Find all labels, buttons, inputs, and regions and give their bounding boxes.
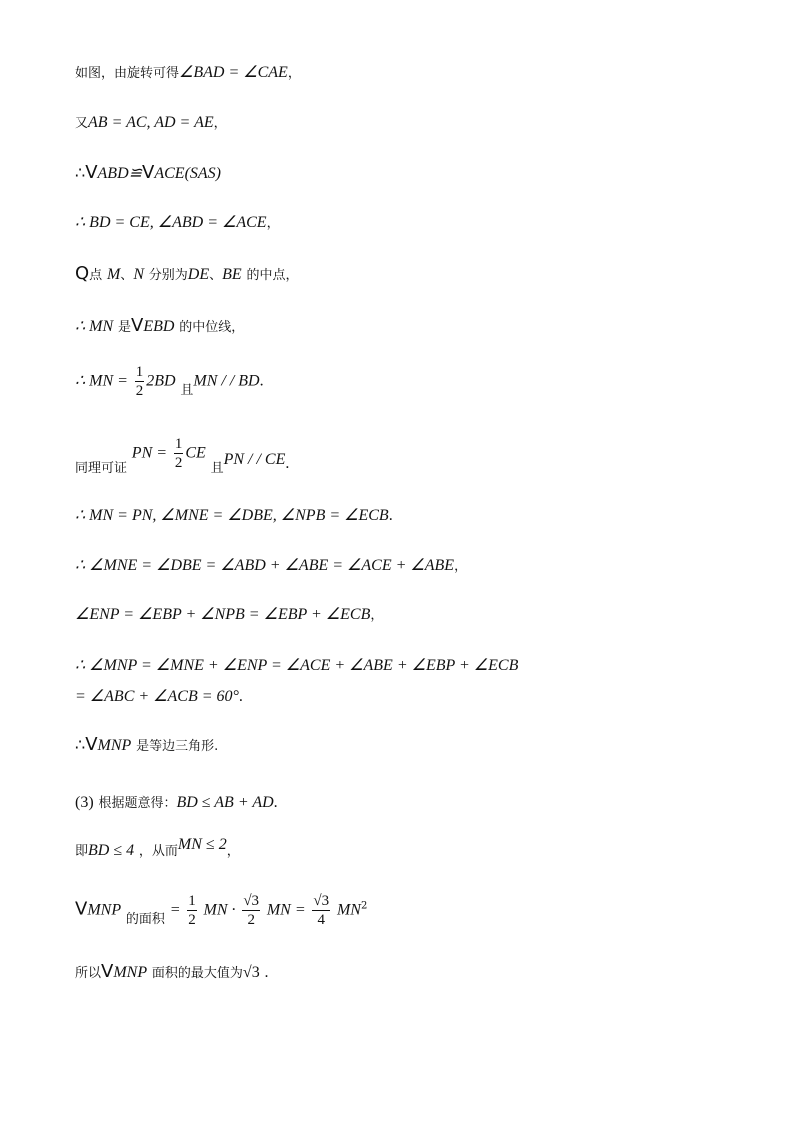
math: CE xyxy=(185,444,206,462)
numerator: 1 xyxy=(174,436,183,452)
line-15 xyxy=(75,792,278,814)
math: PN = xyxy=(131,444,168,462)
math: ∴ xyxy=(75,737,86,754)
text: 且 xyxy=(180,382,194,398)
line-7 xyxy=(75,363,264,400)
math: = ∠ABC + ∠ACB = 60° xyxy=(75,688,239,705)
text: 同理可证 xyxy=(75,460,128,476)
text: 、 xyxy=(209,268,223,283)
text: 的面积 xyxy=(125,911,165,927)
triangle-symbol: V xyxy=(75,898,88,920)
math: MN / / BD xyxy=(193,372,260,390)
text: 即 xyxy=(75,844,89,859)
text: ， xyxy=(266,216,280,231)
line-3 xyxy=(75,163,221,184)
math: BE xyxy=(222,266,242,283)
denominator: 2 xyxy=(174,455,183,471)
math: ABD≌ xyxy=(97,165,143,182)
line-14 xyxy=(75,735,218,757)
denominator: 2 xyxy=(188,912,196,928)
denominator: 2 xyxy=(135,383,144,399)
line-10 xyxy=(75,555,467,577)
text: 、 xyxy=(120,268,134,283)
line-11 xyxy=(75,604,383,626)
math: = xyxy=(169,901,181,919)
math: MNP xyxy=(97,737,132,754)
text: ，从而 xyxy=(138,844,178,859)
text: . xyxy=(238,688,243,705)
text: 是等边三角形. xyxy=(136,739,219,754)
math: ∴ MN xyxy=(75,318,114,335)
line-4 xyxy=(75,212,280,234)
text: 根据题意得： xyxy=(98,796,177,811)
numerator: 1 xyxy=(135,364,144,380)
line-16 xyxy=(75,836,240,862)
fraction xyxy=(312,892,330,929)
triangle-symbol: V xyxy=(85,734,98,755)
math: ∴ MN = PN, ∠MNE = ∠DBE, ∠NPB = ∠ECB xyxy=(75,507,389,524)
denominator: 4 xyxy=(317,912,326,928)
math: BD ≤ 4 xyxy=(88,842,135,859)
math: √3 xyxy=(242,964,260,981)
line-5 xyxy=(75,264,298,286)
text: 如图，由旋转可得 xyxy=(75,66,180,81)
text: . xyxy=(388,507,393,524)
triangle-symbol: V xyxy=(130,315,144,336)
math: PN / / CE xyxy=(223,450,286,468)
math: ∠ENP = ∠EBP + ∠NPB = ∠EBP + ∠ECB xyxy=(75,606,371,623)
text: 的中位线， xyxy=(179,320,245,335)
math: M xyxy=(106,266,121,283)
math: MN = xyxy=(266,901,306,919)
triangle-symbol: V xyxy=(101,961,114,982)
fraction xyxy=(174,435,184,472)
text: ， xyxy=(213,116,227,131)
math: ∴ ∠MNE = ∠DBE = ∠ABD + ∠ABE = ∠ACE + ∠ABE xyxy=(75,557,455,574)
math: MNP xyxy=(87,901,122,919)
denominator: 2 xyxy=(247,912,255,928)
line-17 xyxy=(75,892,367,929)
line-9 xyxy=(75,505,393,526)
text: 点 xyxy=(89,268,103,283)
text: 所以 xyxy=(75,966,102,981)
math: ∴ BD = CE, ∠ABD = ∠ACE xyxy=(75,214,267,231)
math: (3) xyxy=(75,794,94,811)
math: ∴ xyxy=(75,165,86,182)
line-18 xyxy=(75,962,268,984)
text: . xyxy=(285,454,290,472)
numerator: √3 xyxy=(243,893,260,909)
text: ， xyxy=(287,66,301,81)
math: N xyxy=(133,266,144,283)
math: MN xyxy=(336,901,361,919)
numerator: 1 xyxy=(188,893,196,909)
line-1 xyxy=(75,62,301,84)
line-12 xyxy=(75,655,518,676)
text: ， xyxy=(226,844,240,859)
math: 2BD xyxy=(146,372,176,390)
fraction xyxy=(242,892,260,929)
line-13 xyxy=(75,686,243,707)
math: AB = AC, AD = AE xyxy=(88,114,214,131)
line-6 xyxy=(75,316,244,338)
fraction xyxy=(187,892,197,929)
line-2 xyxy=(75,112,227,134)
math: (SAS) xyxy=(184,165,222,182)
text: . xyxy=(259,372,264,390)
text: ， xyxy=(370,608,384,623)
math: ∠BAD = ∠CAE xyxy=(179,64,288,81)
text: 是 xyxy=(117,320,131,335)
text: 分别为 xyxy=(148,268,188,283)
math: MN · xyxy=(203,901,236,919)
math: MN ≤ 2 xyxy=(177,836,227,853)
text: 面积的最大值为 xyxy=(151,966,243,981)
math: BD ≤ AB + AD xyxy=(176,794,274,811)
math: ∴ MN = xyxy=(75,372,128,390)
text: ， xyxy=(454,559,468,574)
because-symbol: Q xyxy=(75,263,90,284)
text: 且 xyxy=(210,460,224,476)
line-8 xyxy=(75,435,290,476)
text: . xyxy=(273,794,278,811)
fraction xyxy=(135,363,145,400)
triangle-symbol: V xyxy=(85,162,98,183)
math: DE xyxy=(187,266,210,283)
text: 又 xyxy=(75,116,89,131)
math: ∴ ∠MNP = ∠MNE + ∠ENP = ∠ACE + ∠ABE + ∠EBP + ∠ECB xyxy=(75,657,519,674)
math: MNP xyxy=(113,964,148,981)
numerator: √3 xyxy=(313,893,330,909)
text: 的中点， xyxy=(246,268,299,283)
triangle-symbol: V xyxy=(142,162,155,183)
exponent: 2 xyxy=(360,900,368,912)
text: . xyxy=(264,964,269,981)
math: ACE xyxy=(154,165,185,182)
math: EBD xyxy=(143,318,175,335)
